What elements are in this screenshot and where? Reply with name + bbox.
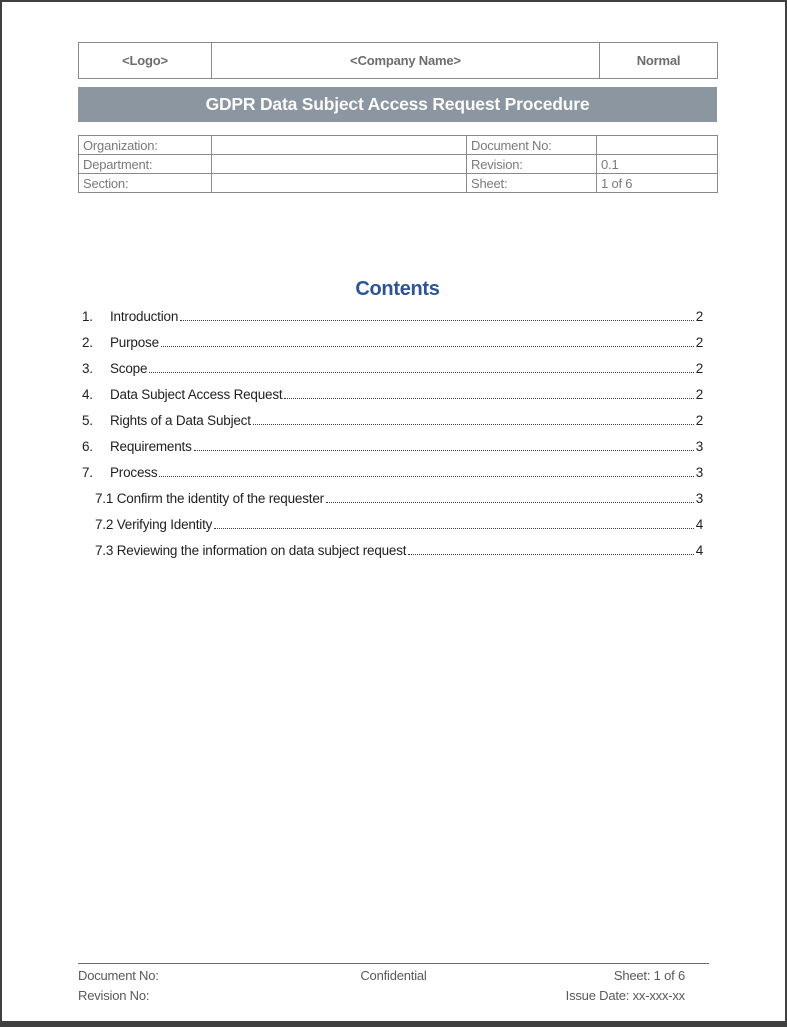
logo-placeholder: <Logo> <box>79 43 212 79</box>
dot-leader <box>161 346 694 347</box>
dot-leader <box>214 528 694 529</box>
toc-number: 1. <box>82 308 93 324</box>
dot-leader <box>326 502 694 503</box>
toc-title: 7.3 Reviewing the information on data subject request <box>95 542 407 558</box>
toc-page-number: 3 <box>695 464 703 480</box>
toc-title: Data Subject Access Request <box>110 386 283 402</box>
toc-number: 5. <box>82 412 93 428</box>
toc-title: Introduction <box>110 308 179 324</box>
department-label: Department: <box>79 155 212 174</box>
dot-leader <box>284 398 693 399</box>
dot-leader <box>194 450 694 451</box>
toc-page-number: 4 <box>695 542 703 558</box>
toc-number: 7. <box>82 464 93 480</box>
footer-sheet: Sheet: 1 of 6 <box>613 968 685 983</box>
toc-page-number: 3 <box>695 490 703 506</box>
toc-entry-verifying-identity[interactable] <box>78 511 703 537</box>
toc-page-number: 2 <box>695 386 703 402</box>
footer-center <box>288 966 498 1006</box>
toc-entry-confirm-identity[interactable] <box>78 485 703 511</box>
toc-entry-requirements[interactable] <box>78 433 703 459</box>
toc-number: 2. <box>82 334 93 350</box>
organization-label: Organization: <box>79 136 212 155</box>
toc-number: 4. <box>82 386 93 402</box>
toc-entry-reviewing-information[interactable] <box>78 537 703 563</box>
toc-entry-process[interactable] <box>78 459 703 485</box>
header-table <box>78 42 718 79</box>
page-footer <box>78 966 709 1006</box>
table-row <box>79 174 718 193</box>
sheet-label: Sheet: <box>467 174 597 193</box>
toc-page-number: 4 <box>695 516 703 532</box>
toc-entry-rights-of-a-data-subject[interactable] <box>78 407 703 433</box>
toc-page-number: 2 <box>695 308 703 324</box>
company-name-placeholder: <Company Name> <box>212 43 600 79</box>
toc-title: 7.2 Verifying Identity <box>95 516 213 532</box>
toc-title: Process <box>110 464 158 480</box>
footer-revision-no: Revision No: <box>78 988 150 1003</box>
toc-entry-data-subject-access-request[interactable] <box>78 381 703 407</box>
toc-entry-scope[interactable] <box>78 355 703 381</box>
toc-entry-introduction[interactable] <box>78 303 703 329</box>
toc-title: Rights of a Data Subject <box>110 412 251 428</box>
organization-value <box>212 136 467 155</box>
toc-title: Requirements <box>110 438 192 454</box>
toc-title: 7.1 Confirm the identity of the requester <box>95 490 324 506</box>
toc-title: Purpose <box>110 334 159 350</box>
footer-confidential: Confidential <box>360 968 427 983</box>
toc-page-number: 3 <box>695 438 703 454</box>
toc-page-number: 2 <box>695 360 703 376</box>
dot-leader <box>253 424 694 425</box>
toc-page-number: 2 <box>695 412 703 428</box>
footer-right <box>499 966 709 1006</box>
dot-leader <box>180 320 694 321</box>
table-of-contents <box>78 303 703 563</box>
table-row <box>79 155 718 174</box>
revision-value: 0.1 <box>597 155 718 174</box>
section-value <box>212 174 467 193</box>
document-title-bar <box>78 87 717 122</box>
classification-label: Normal <box>600 43 718 79</box>
toc-number: 6. <box>82 438 93 454</box>
document-no-value <box>597 136 718 155</box>
dot-leader <box>408 554 693 555</box>
footer-divider <box>78 963 709 964</box>
contents-heading: Contents <box>355 278 440 300</box>
toc-title: Scope <box>110 360 148 376</box>
document-title: GDPR Data Subject Access Request Procedure <box>205 94 590 114</box>
document-no-label: Document No: <box>467 136 597 155</box>
toc-number: 3. <box>82 360 93 376</box>
table-row <box>79 136 718 155</box>
toc-page-number: 2 <box>695 334 703 350</box>
sheet-value: 1 of 6 <box>597 174 718 193</box>
footer-left <box>78 966 288 1006</box>
dot-leader <box>159 476 693 477</box>
department-value <box>212 155 467 174</box>
footer-document-no: Document No: <box>78 968 159 983</box>
toc-entry-purpose[interactable] <box>78 329 703 355</box>
footer-issue-date: Issue Date: xx-xxx-xx <box>565 988 685 1003</box>
revision-label: Revision: <box>467 155 597 174</box>
document-info-table <box>78 135 718 193</box>
dot-leader <box>149 372 693 373</box>
section-label: Section: <box>79 174 212 193</box>
